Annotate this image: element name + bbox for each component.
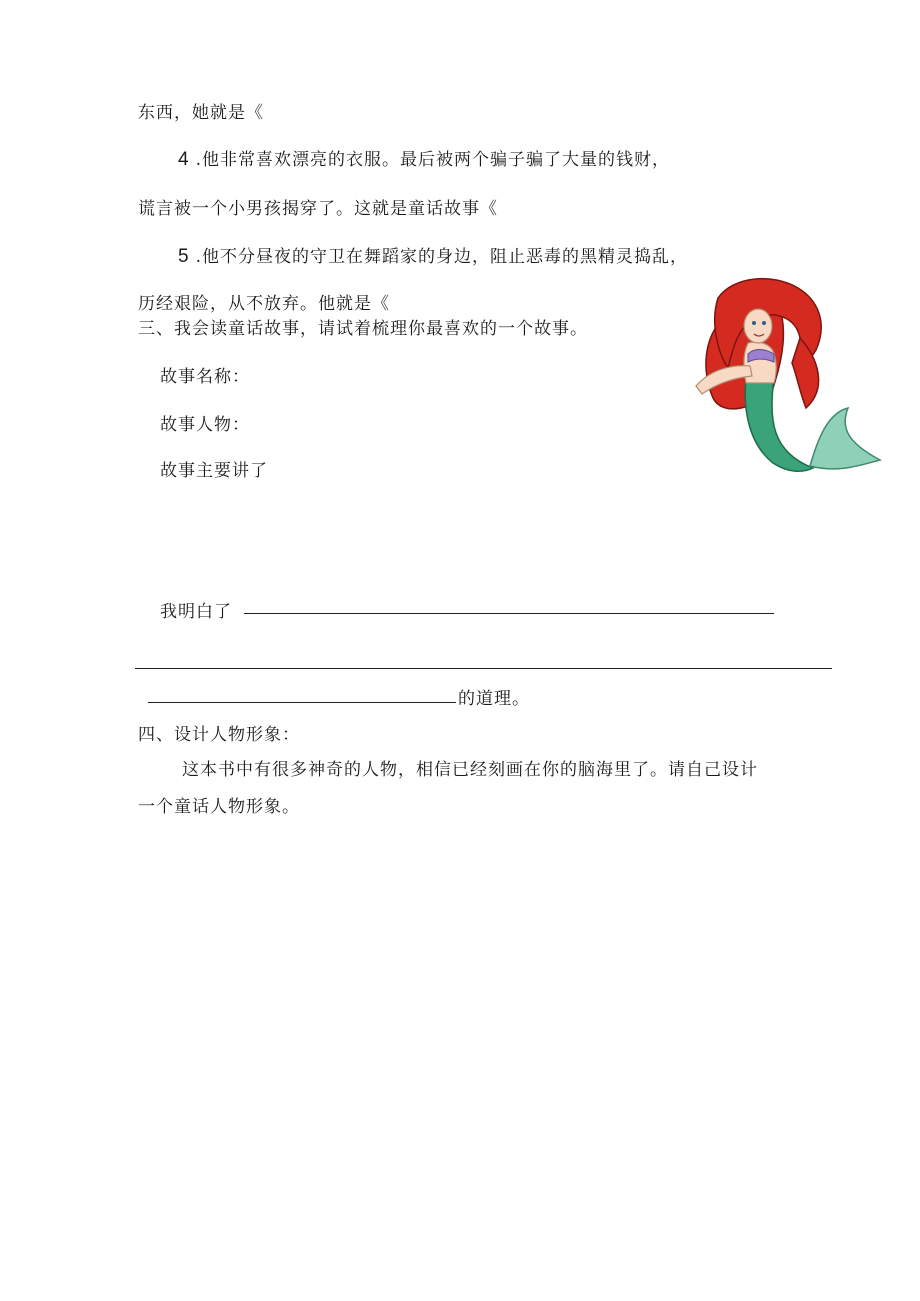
mermaid-eye <box>752 321 756 325</box>
question-4-text: .他非常喜欢漂亮的衣服。最后被两个骗子骗了大量的钱财， <box>195 150 670 170</box>
reason-suffix: 的道理。 <box>458 689 530 709</box>
story-name-label: 故事名称： <box>160 367 250 387</box>
answer-line-full[interactable] <box>135 668 832 669</box>
understood-label: 我明白了 <box>160 602 232 622</box>
mermaid-face <box>744 309 772 343</box>
understood-answer-line[interactable] <box>244 613 774 614</box>
mermaid-illustration <box>688 268 888 483</box>
question-5-number: 5 <box>178 246 190 267</box>
section-4-heading: 四、设计人物形象： <box>138 725 300 745</box>
mermaid-fin <box>810 408 880 469</box>
question-5-text: .他不分昼夜的守卫在舞蹈家的身边，阻止恶毒的黑精灵捣乱， <box>195 247 688 267</box>
reason-answer-line[interactable] <box>148 702 456 703</box>
question-4 <box>178 145 670 171</box>
question-5-continuation: 历经艰险，从不放弃。他就是《 <box>138 294 390 314</box>
mermaid-eye <box>762 321 766 325</box>
question-4-continuation: 谎言被一个小男孩揭穿了。这就是童话故事《 <box>138 199 498 219</box>
question-5 <box>178 242 688 268</box>
section-4-paragraph-line-1: 这本书中有很多神奇的人物，相信已经刻画在你的脑海里了。请自己设计 <box>182 760 758 780</box>
section-4-paragraph-line-2: 一个童话人物形象。 <box>138 797 300 817</box>
story-plot-label: 故事主要讲了 <box>160 461 268 481</box>
q3-continuation: 东西，她就是《 <box>138 103 264 123</box>
story-character-label: 故事人物： <box>160 415 250 435</box>
question-4-number: 4 <box>178 149 190 170</box>
section-3-heading: 三、我会读童话故事，请试着梳理你最喜欢的一个故事。 <box>138 319 588 339</box>
